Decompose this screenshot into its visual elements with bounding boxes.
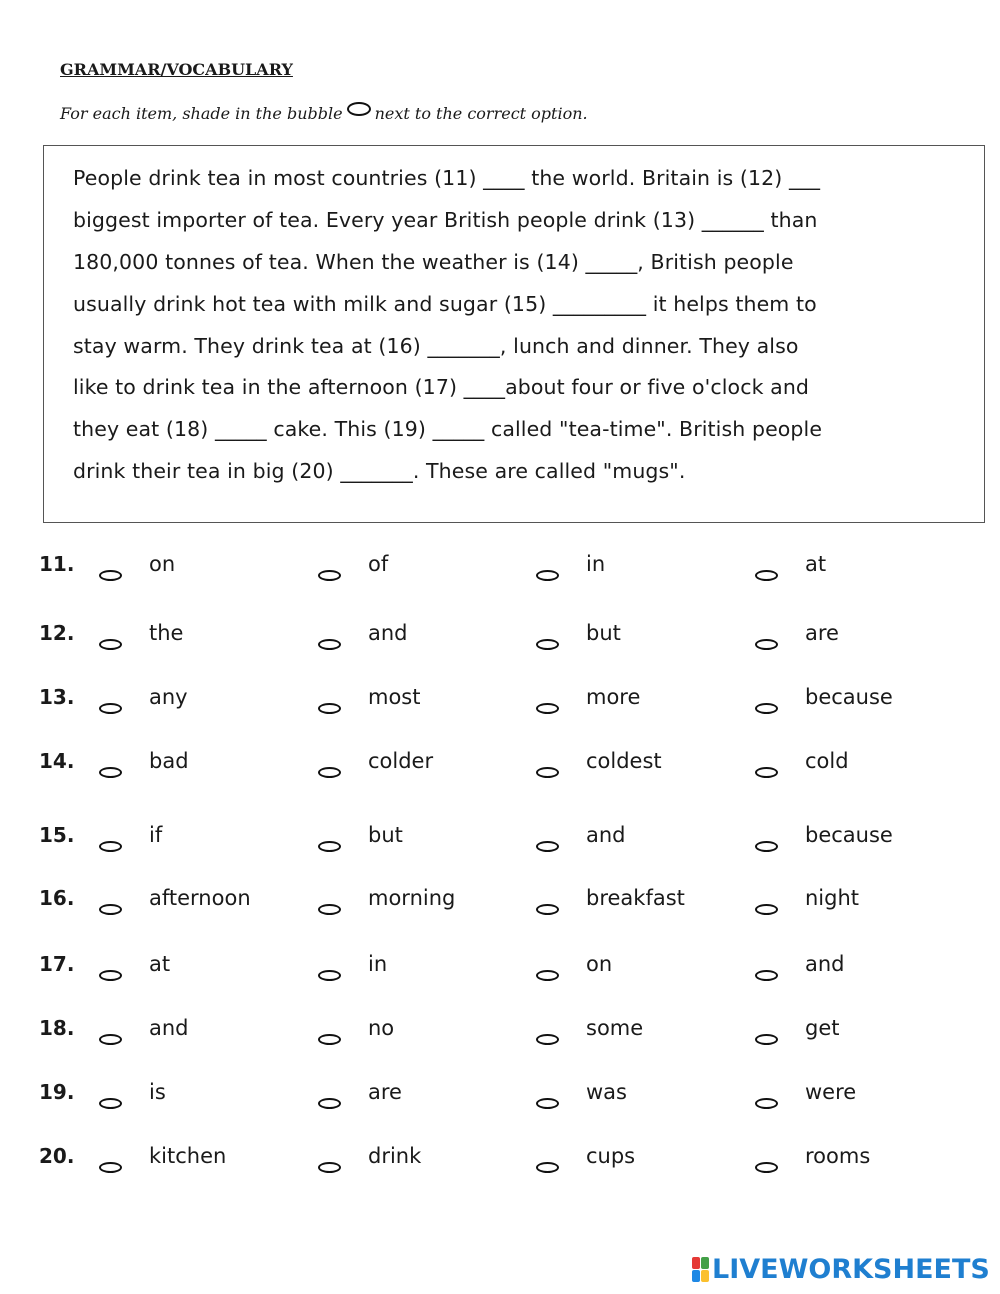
answer-option-label: of	[368, 552, 389, 576]
answer-option-label: bad	[149, 749, 189, 773]
answer-option-label: more	[586, 685, 641, 709]
answer-bubble[interactable]	[755, 703, 778, 714]
passage-line: People drink tea in most countries (11) ____ the world. Britain is (12) ___	[73, 166, 821, 190]
answer-option-label: kitchen	[149, 1144, 227, 1168]
answer-option-label: at	[149, 952, 171, 976]
answer-bubble[interactable]	[318, 703, 341, 714]
answer-option-label: and	[149, 1016, 189, 1040]
logo-mark-tile	[701, 1270, 709, 1282]
answer-option-label: drink	[368, 1144, 422, 1168]
answer-bubble[interactable]	[318, 1098, 341, 1109]
section-title: GRAMMAR/VOCABULARY	[60, 60, 293, 79]
answer-option-label: and	[586, 823, 626, 847]
liveworksheets-logo	[692, 1254, 990, 1284]
answer-option-label: because	[805, 823, 893, 847]
answer-bubble[interactable]	[755, 970, 778, 981]
answer-option-label: on	[586, 952, 613, 976]
answer-option-label: in	[368, 952, 388, 976]
passage-line: usually drink hot tea with milk and sugar (15) _________ it helps them to	[73, 292, 817, 316]
answer-option-label: get	[805, 1016, 840, 1040]
answer-bubble[interactable]	[99, 1162, 122, 1173]
answer-option-label: were	[805, 1080, 857, 1104]
answer-option-label: are	[805, 621, 839, 645]
answer-bubble[interactable]	[318, 970, 341, 981]
answer-option-label: cups	[586, 1144, 636, 1168]
answer-option-label: was	[586, 1080, 627, 1104]
passage-line: 180,000 tonnes of tea. When the weather is (14) _____, British people	[73, 250, 794, 274]
instructions-before: For each item, shade in the bubble	[60, 104, 343, 123]
answer-bubble[interactable]	[536, 904, 559, 915]
reading-passage-box	[43, 145, 985, 523]
answer-bubble[interactable]	[755, 1034, 778, 1045]
answer-option-label: because	[805, 685, 893, 709]
passage-line: like to drink tea in the afternoon (17) ____about four or five o'clock and	[73, 375, 810, 399]
passage-line: stay warm. They drink tea at (16) _______, lunch and dinner. They also	[73, 334, 799, 358]
answer-bubble[interactable]	[755, 841, 778, 852]
passage-line: biggest importer of tea. Every year British people drink (13) ______ than	[73, 208, 818, 232]
answer-bubble[interactable]	[536, 639, 559, 650]
answer-bubble[interactable]	[755, 639, 778, 650]
answer-option-label: cold	[805, 749, 849, 773]
answer-bubble[interactable]	[318, 570, 341, 581]
logo-mark-tile	[701, 1257, 709, 1269]
question-row	[0, 552, 1000, 588]
question-row	[0, 749, 1000, 785]
question-number: 20.	[39, 1144, 75, 1168]
answer-option-label: rooms	[805, 1144, 871, 1168]
instructions	[60, 102, 588, 123]
answer-bubble[interactable]	[99, 703, 122, 714]
answer-option-label: in	[586, 552, 606, 576]
question-row	[0, 1016, 1000, 1052]
answer-bubble[interactable]	[536, 570, 559, 581]
answer-option-label: is	[149, 1080, 166, 1104]
question-number: 14.	[39, 749, 75, 773]
answer-option-label: on	[149, 552, 176, 576]
answer-bubble[interactable]	[536, 1034, 559, 1045]
answer-bubble[interactable]	[318, 639, 341, 650]
answer-bubble[interactable]	[99, 570, 122, 581]
answer-option-label: night	[805, 886, 860, 910]
answer-option-label: any	[149, 685, 188, 709]
answer-bubble[interactable]	[318, 1034, 341, 1045]
bubble-example-icon	[347, 102, 371, 116]
passage-line: they eat (18) _____ cake. This (19) _____ called "tea-time". British people	[73, 417, 823, 441]
question-number: 17.	[39, 952, 75, 976]
question-number: 15.	[39, 823, 75, 847]
answer-bubble[interactable]	[99, 904, 122, 915]
question-number: 11.	[39, 552, 75, 576]
answer-bubble[interactable]	[318, 841, 341, 852]
answer-bubble[interactable]	[99, 970, 122, 981]
question-row	[0, 1144, 1000, 1180]
answer-bubble[interactable]	[755, 904, 778, 915]
answer-option-label: some	[586, 1016, 644, 1040]
question-row	[0, 952, 1000, 988]
logo-text: LIVEWORKSHEETS	[712, 1253, 990, 1285]
answer-bubble[interactable]	[755, 767, 778, 778]
answer-bubble[interactable]	[99, 841, 122, 852]
answer-bubble[interactable]	[99, 1098, 122, 1109]
logo-mark-tile	[692, 1257, 700, 1269]
answer-bubble[interactable]	[536, 1162, 559, 1173]
answer-bubble[interactable]	[99, 767, 122, 778]
passage-line: drink their tea in big (20) _______. These are called "mugs".	[73, 459, 686, 483]
answer-bubble[interactable]	[755, 1098, 778, 1109]
logo-mark-icon	[692, 1257, 709, 1282]
answer-option-label: at	[805, 552, 827, 576]
question-number: 13.	[39, 685, 75, 709]
answer-option-label: coldest	[586, 749, 662, 773]
answer-option-label: no	[368, 1016, 395, 1040]
answer-bubble[interactable]	[536, 841, 559, 852]
answer-bubble[interactable]	[755, 570, 778, 581]
answer-option-label: and	[368, 621, 408, 645]
question-row	[0, 886, 1000, 922]
answer-bubble[interactable]	[318, 767, 341, 778]
question-number: 19.	[39, 1080, 75, 1104]
question-number: 16.	[39, 886, 75, 910]
question-row	[0, 621, 1000, 657]
answer-option-label: most	[368, 685, 421, 709]
question-row	[0, 685, 1000, 721]
answer-bubble[interactable]	[536, 1098, 559, 1109]
question-number: 18.	[39, 1016, 75, 1040]
question-row	[0, 823, 1000, 859]
answer-bubble[interactable]	[99, 1034, 122, 1045]
answer-option-label: are	[368, 1080, 402, 1104]
question-number: 12.	[39, 621, 75, 645]
answer-bubble[interactable]	[536, 703, 559, 714]
answer-option-label: breakfast	[586, 886, 685, 910]
answer-bubble[interactable]	[536, 970, 559, 981]
answer-bubble[interactable]	[318, 1162, 341, 1173]
instructions-after: next to the correct option.	[374, 104, 588, 123]
answer-option-label: afternoon	[149, 886, 251, 910]
answer-option-label: but	[368, 823, 403, 847]
logo-mark-tile	[692, 1270, 700, 1282]
answer-option-label: if	[149, 823, 163, 847]
answer-option-label: colder	[368, 749, 434, 773]
answer-option-label: morning	[368, 886, 456, 910]
answer-bubble[interactable]	[318, 904, 341, 915]
answer-option-label: and	[805, 952, 845, 976]
answer-option-label: but	[586, 621, 621, 645]
answer-bubble[interactable]	[536, 767, 559, 778]
answer-option-label: the	[149, 621, 184, 645]
answer-bubble[interactable]	[99, 639, 122, 650]
question-row	[0, 1080, 1000, 1116]
answer-bubble[interactable]	[755, 1162, 778, 1173]
